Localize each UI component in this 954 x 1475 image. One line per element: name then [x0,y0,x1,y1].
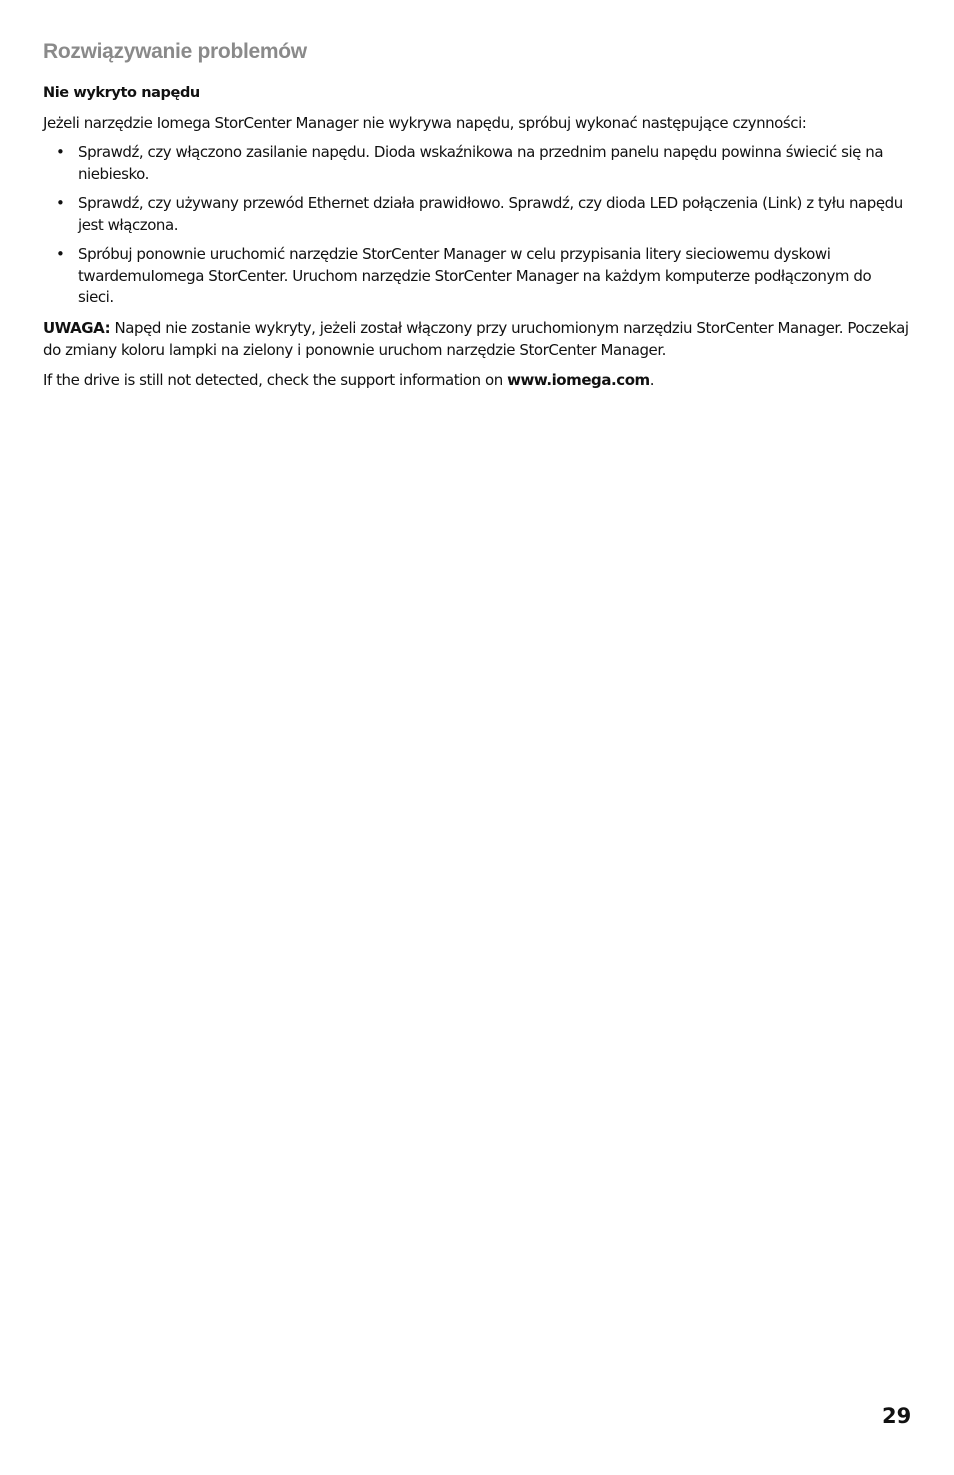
support-end: . [649,370,655,389]
page-number: 29 [882,1404,912,1428]
note-text: Napęd nie zostanie wykryty, jeżeli został włączony przy uruchomionym narzędziu StorCenter Manager. Poczekaj do zmiany koloru lampki na zielony i ponownie uruchom narzędzie StorCenter Manager. [43,318,909,359]
troubleshooting-list [43,142,911,309]
note-paragraph [43,317,911,361]
section-title: Nie wykryto napędu [43,85,200,101]
list-item-text: Sprawdź, czy używany przewód Ethernet działa prawidłowo. Sprawdź, czy dioda LED połączenia (Link) z tyłu napędu jest włączona. [78,194,903,234]
list-item [43,244,911,309]
document-page [43,38,911,399]
note-label: UWAGA: [43,318,111,337]
support-text: If the drive is still not detected, check the support information on [43,370,508,389]
support-link[interactable]: www.iomega.com [507,370,650,389]
list-item [43,142,911,185]
list-item [43,193,911,236]
list-item-text: Sprawdź, czy włączono zasilanie napędu. Dioda wskaźnikowa na przednim panelu napędu powinna świecić się na niebiesko. [78,143,884,183]
page-heading: Rozwiązywanie problemów [43,40,307,63]
bullet-icon: • [56,194,65,212]
bullet-icon: • [56,143,65,161]
list-item-text: Spróbuj ponownie uruchomić narzędzie StorCenter Manager w celu przypisania litery sieciowemu dyskowi twardemuIomega StorCenter. Uruchom narzędzie StorCenter Manager na każdym komputerze podłączonym do sieci. [78,245,872,306]
bullet-icon: • [56,245,65,263]
intro-paragraph: Jeżeli narzędzie Iomega StorCenter Manager nie wykrywa napędu, spróbuj wykonać następujące czynności: [43,114,807,132]
support-paragraph [43,369,911,391]
